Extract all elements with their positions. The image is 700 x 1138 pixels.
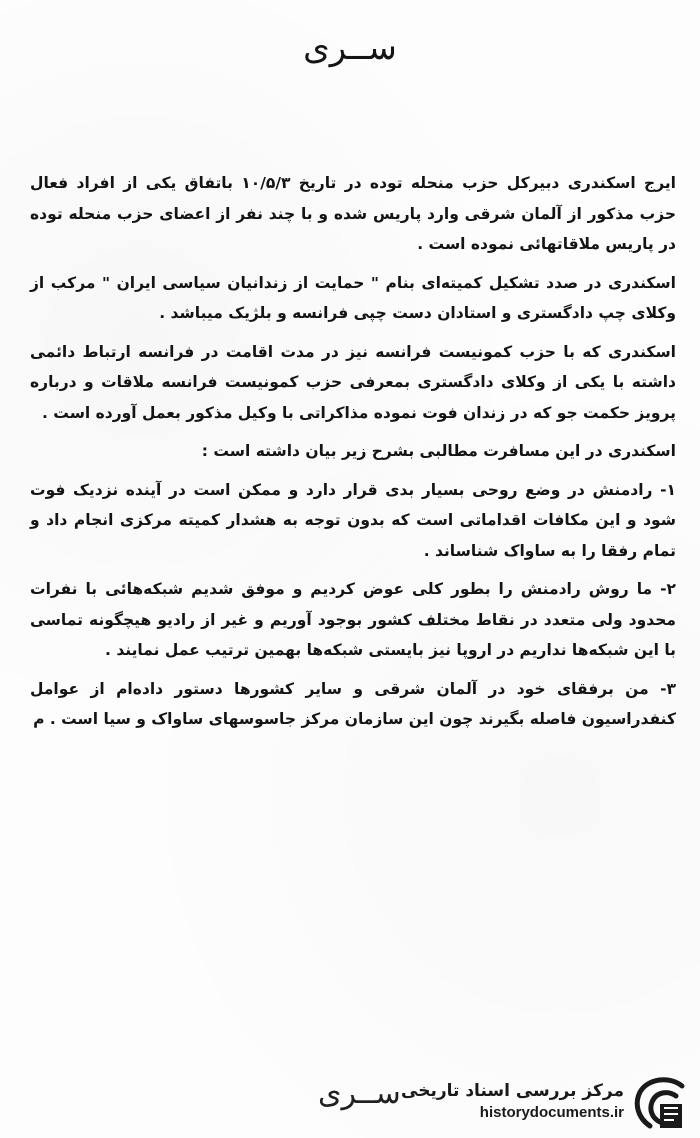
watermark-title: مرکز بررسی اسناد تاریخی [401, 1081, 624, 1101]
document-body [30, 168, 676, 743]
paragraph-committee: اسکندری در صدد تشکیل کمیته‌ای بنام " حمایت از زندانیان سیاسی ایران " مرکب از وکلای چپ دادگستری و استادان دست چپی فرانسه و بلژیک میباشد . [30, 273, 676, 322]
statement-item-3: ۳- من برفقای خود در آلمان شرقی و سایر کشورها دستور داده‌ام از عوامل کنفدراسیون فاصله بگیرند چون این سازمان مرکز جاسوسهای ساواک و سیا است . م [30, 679, 676, 728]
history-documents-logo-icon [630, 1074, 690, 1132]
classification-footer: ســرى [318, 1076, 401, 1111]
paragraph-lawyer-meeting: اسکندری که با حزب کمونیست فرانسه نیز در مدت اقامت در فرانسه ارتباط دائمی داشته با یکی از وکلای دادگستری بمعرفی حزب کمونیست فرانسه ملاقات و درباره پرویز حکمت جو که در زندان فوت نموده مذاکراتی با وکیل مذکور بعمل آورده است . [30, 342, 676, 422]
paragraph-arrival: ایرج اسکندری دبیرکل حزب منحله توده در تاریخ ۱۰/۵/۳ باتفاق یکی از افراد فعال حزب مذکور از آلمان شرقی وارد پاریس شده و با چند نفر از اعضای حزب منحله توده در پاریس ملاقاتهائی نموده است . [30, 174, 676, 253]
classification-header: ســرى [303, 28, 397, 68]
archive-watermark [401, 1080, 624, 1124]
watermark-url: historydocuments.ir [479, 1104, 624, 1121]
paragraph-statements-intro: اسکندری در این مسافرت مطالبی بشرح زیر بیان داشته است : [201, 442, 676, 460]
statement-item-2: ۲- ما روش رادمنش را بطور کلی عوض کردیم و موفق شدیم شبکه‌هائی با نفرات محدود ولی متعدد در نقاط مختلف کشور بوجود آوریم و غیر از رادیو هیچگونه تماسی با این شبکه‌ها نداریم در اروپا نیز بایستی شبکه‌ها بهمین ترتیب عمل نمایند . [30, 580, 676, 659]
statement-item-1: ۱- رادمنش در وضع روحی بسیار بدی قرار دارد و ممکن است در آینده نزدیک فوت شود و این مکافات اقداماتی است که بدون توجه به هشدار کمیته مرکزی انجام داد و تمام رفقا را به ساواک شناساند . [30, 480, 676, 560]
